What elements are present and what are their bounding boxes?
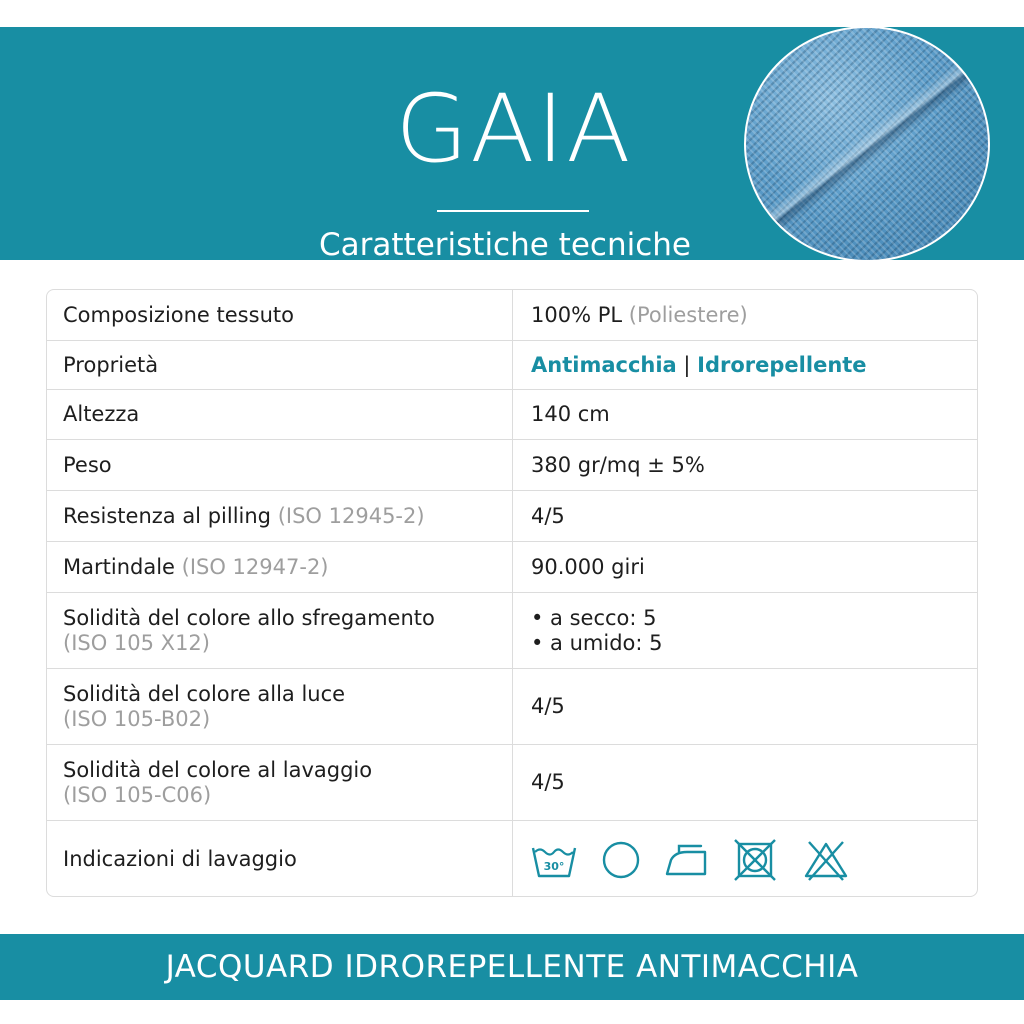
wash-temperature-label: 30° [543,859,565,873]
label-text: Martindale [63,554,175,579]
product-subtitle: Caratteristiche tecniche [319,227,691,263]
column-divider [512,542,513,592]
property-separator: | [683,352,691,377]
column-divider [512,821,513,897]
table-row [47,542,977,593]
fabric-fold [744,26,990,256]
table-row [47,440,977,491]
value-text: 100% PL [531,302,623,327]
row-label [63,491,508,541]
table-row [47,821,977,897]
label-text: Resistenza al pilling [63,503,272,528]
row-label [63,745,508,820]
label-text: Solidità del colore alla luce [63,681,346,706]
row-value [531,745,971,820]
row-label [63,669,508,744]
dry-clean-icon [601,840,641,880]
footer-banner [0,934,1024,1000]
property-antimacchia: Antimacchia [531,352,677,377]
label-line [63,555,508,580]
care-icons [531,838,971,882]
row-value [531,341,971,389]
value-line [531,353,971,378]
value-text: 90.000 giri [531,554,645,579]
value-text: 4/5 [531,694,565,718]
label-text: Solidità del colore allo sfregamento [63,605,435,630]
row-value [531,491,971,541]
wash-30-icon [531,840,577,880]
row-label [63,290,508,340]
no-bleach-icon [801,838,851,882]
column-divider [512,593,513,668]
label-text: Composizione tessuto [63,302,294,327]
value-text: 140 cm [531,402,610,426]
fabric-swatch-image [744,26,990,262]
no-tumble-dry-icon [733,838,777,882]
label-note: (ISO 105 X12) [63,630,210,655]
value-text: 4/5 [531,770,565,794]
row-label [63,593,508,668]
value-text: 4/5 [531,503,565,528]
row-value [531,669,971,744]
footer-text: JACQUARD IDROREPELLENTE ANTIMACCHIA [165,949,859,985]
label-text: Altezza [63,402,140,426]
row-value [531,821,971,897]
table-row [47,341,977,390]
spec-table [46,289,978,897]
row-value [531,593,971,668]
label-line [63,504,508,529]
property-idrorepellente: Idrorepellente [697,352,867,377]
row-label [63,390,508,439]
row-value [531,290,971,340]
row-label [63,542,508,592]
column-divider [512,669,513,744]
row-value [531,390,971,439]
value-line-wet: • a umido: 5 [531,630,663,655]
title-divider [437,210,589,212]
product-title: GAIA [395,75,633,184]
table-row [47,593,977,669]
column-divider [512,491,513,541]
label-text: Peso [63,452,112,477]
table-row [47,290,977,341]
label-text: Proprietà [63,352,159,377]
row-label [63,440,508,490]
value-note: (Poliestere) [628,302,748,327]
column-divider [512,390,513,439]
label-note: (ISO 12945-2) [277,503,425,528]
label-text: Indicazioni di lavaggio [63,847,297,871]
column-divider [512,440,513,490]
row-value [531,440,971,490]
table-row [47,491,977,542]
row-value [531,542,971,592]
iron-icon [665,840,709,880]
column-divider [512,290,513,340]
column-divider [512,341,513,389]
label-note: (ISO 105-C06) [63,782,212,807]
value-text: 380 gr/mq ± 5% [531,452,705,477]
table-row [47,669,977,745]
column-divider [512,745,513,820]
value-line-dry: • a secco: 5 [531,605,657,630]
table-row [47,390,977,440]
row-label [63,821,508,897]
label-note: (ISO 105-B02) [63,706,211,731]
row-label [63,341,508,389]
table-row [47,745,977,821]
value-line [531,303,971,328]
label-text: Solidità del colore al lavaggio [63,757,373,782]
label-note: (ISO 12947-2) [181,554,329,579]
